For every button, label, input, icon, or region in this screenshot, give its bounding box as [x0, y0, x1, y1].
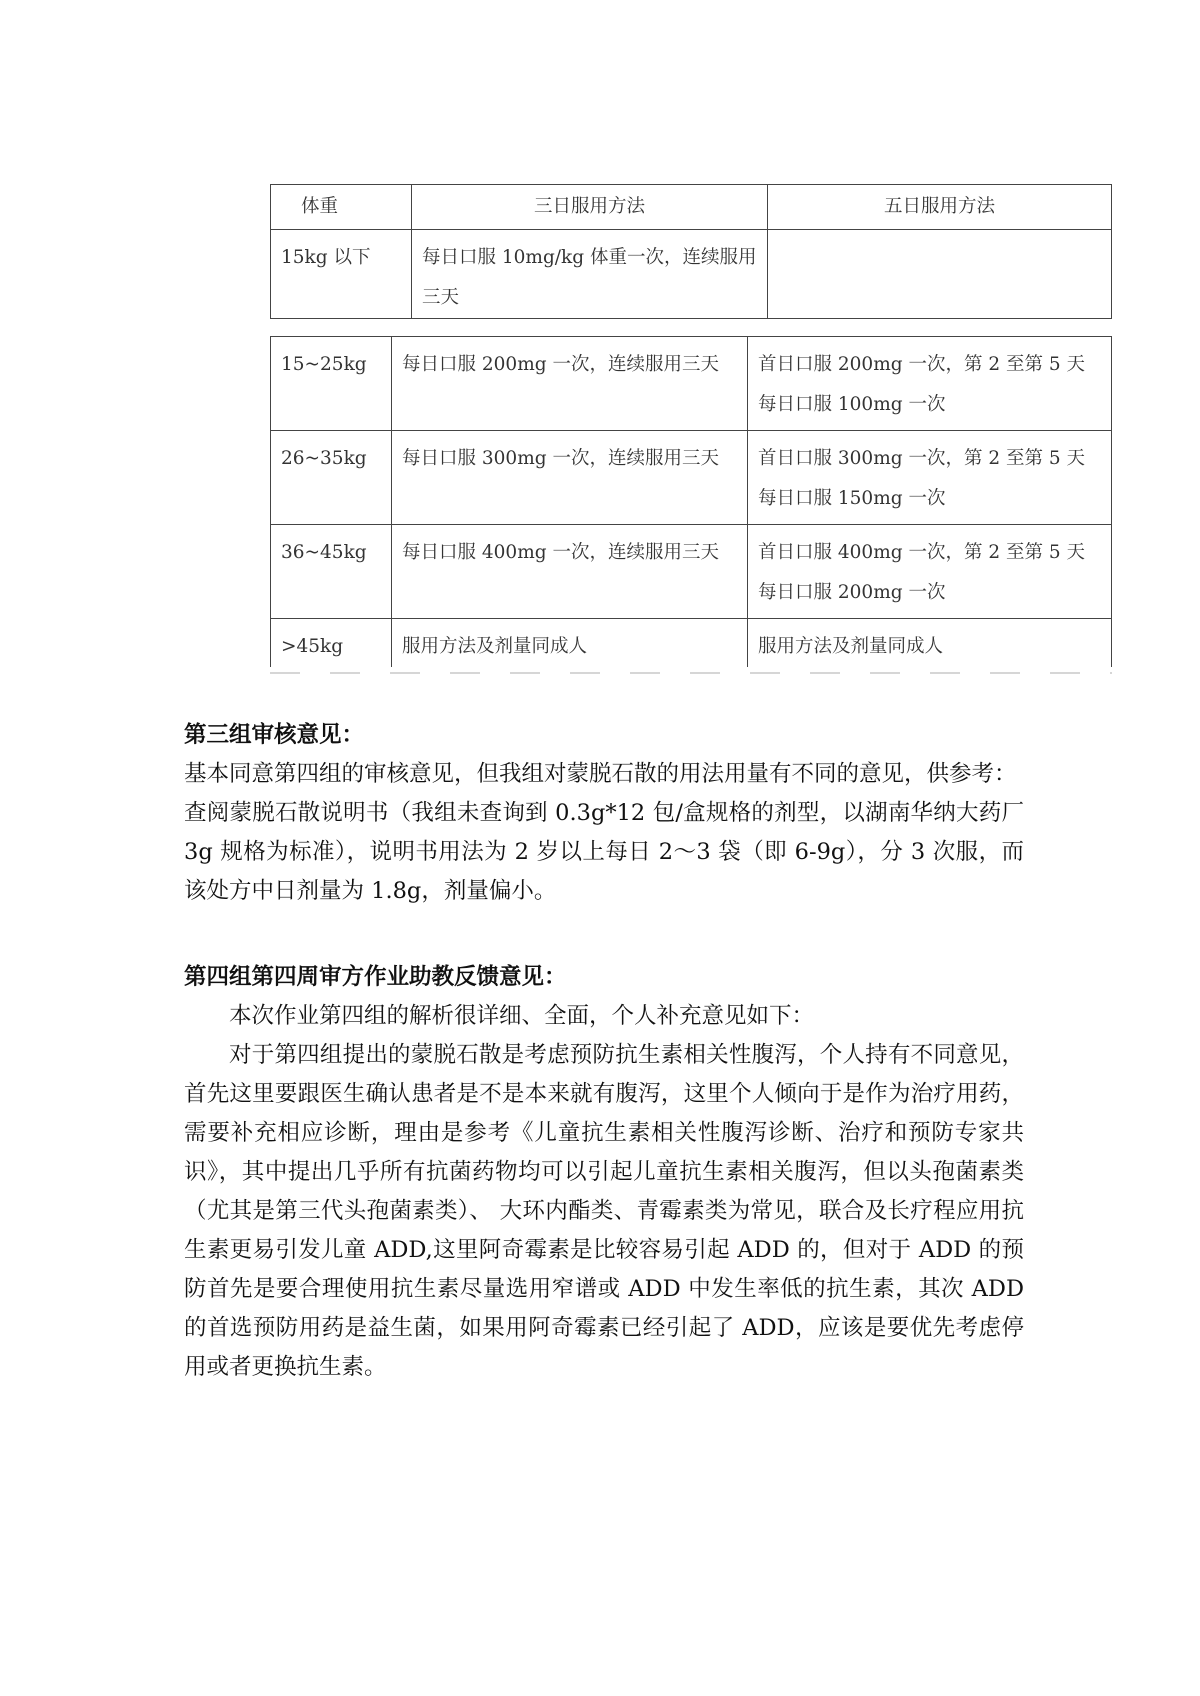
- three-day-cell: 服用方法及剂量同成人: [392, 619, 748, 668]
- weight-cell: >45kg: [271, 619, 392, 668]
- three-day-cell: 每日口服 300mg 一次，连续服用三天: [392, 431, 748, 525]
- table-header-row: [271, 185, 1112, 230]
- section3-title: 第三组审核意见：: [184, 722, 365, 748]
- five-day-cell: 首日口服 300mg 一次，第 2 至第 5 天每日口服 150mg 一次: [748, 431, 1112, 525]
- five-day-cell: 首日口服 200mg 一次，第 2 至第 5 天每日口服 100mg 一次: [748, 337, 1112, 431]
- section-spacer: [184, 911, 1024, 958]
- image-crop-edge: [270, 672, 1112, 674]
- header-weight: 体重: [271, 185, 412, 230]
- five-day-cell: 服用方法及剂量同成人: [748, 619, 1112, 668]
- table-row: [271, 230, 1112, 319]
- table-row: [271, 619, 1112, 668]
- three-day-cell: 每日口服 400mg 一次，连续服用三天: [392, 525, 748, 619]
- weight-cell: 26~35kg: [271, 431, 392, 525]
- section3-paragraph-2: 查阅蒙脱石散说明书（我组未查询到 0.3g*12 包/盒规格的剂型，以湖南华纳大药厂 3g 规格为标准），说明书用法为 2 岁以上每日 2～3 袋（即 6-9g），分 3 次服，而该处方中日剂量为 1.8g，剂量偏小。: [184, 800, 1024, 904]
- three-day-cell: 每日口服 200mg 一次，连续服用三天: [392, 337, 748, 431]
- weight-cell: 15~25kg: [271, 337, 392, 431]
- document-body: [184, 716, 1024, 1387]
- table-row: [271, 431, 1112, 525]
- five-day-cell: 首日口服 400mg 一次，第 2 至第 5 天每日口服 200mg 一次: [748, 525, 1112, 619]
- dosage-table-bottom: [270, 336, 1112, 667]
- table-row: [271, 337, 1112, 431]
- section4-title: 第四组第四周审方作业助教反馈意见：: [184, 964, 567, 990]
- section3-paragraph-1: 基本同意第四组的审核意见，但我组对蒙脱石散的用法用量有不同的意见，供参考：: [184, 761, 1017, 787]
- header-three-day: 三日服用方法: [412, 185, 768, 230]
- five-day-cell: [768, 230, 1112, 319]
- section4-paragraph-2: 对于第四组提出的蒙脱石散是考虑预防抗生素相关性腹泻，个人持有不同意见，首先这里要跟医生确认患者是不是本来就有腹泻，这里个人倾向于是作为治疗用药，需要补充相应诊断，理由是参考《儿童抗生素相关性腹泻诊断、治疗和预防专家共识》，其中提出几乎所有抗菌药物均可以引起儿童抗生素相关腹泻，但以头孢菌素类（尤其是第三代头孢菌素类）、 大环内酯类、青霉素类为常见，联合及长疗程应用抗生素更易引发儿童 ADD,这里阿奇霉素是比较容易引起 ADD 的，但对于 ADD 的预防首先是要合理使用抗生素尽量选用窄谱或 ADD 中发生率低的抗生素，其次 ADD 的首选预防用药是益生菌，如果用阿奇霉素已经引起了 ADD，应该是要优先考虑停用或者更换抗生素。: [184, 1042, 1024, 1380]
- three-day-cell: 每日口服 10mg/kg 体重一次，连续服用三天: [412, 230, 768, 319]
- dosage-table-top: [270, 184, 1112, 319]
- section4-paragraph-1: 本次作业第四组的解析很详细、全面，个人补充意见如下：: [229, 1003, 815, 1029]
- dosage-table-image: [270, 184, 1116, 674]
- table-row: [271, 525, 1112, 619]
- header-five-day: 五日服用方法: [768, 185, 1112, 230]
- weight-cell: 36~45kg: [271, 525, 392, 619]
- weight-cell: 15kg 以下: [271, 230, 412, 319]
